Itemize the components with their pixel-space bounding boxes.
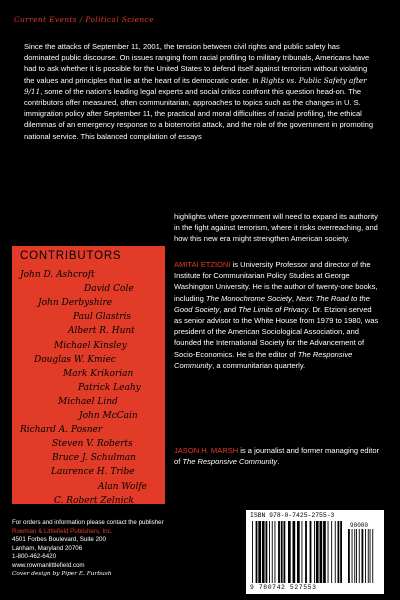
barcode-addon-bar [368, 529, 369, 583]
author-bio-etzioni [174, 259, 380, 371]
book-title: The Monochrome Society [205, 293, 292, 303]
bio-text: . Dr. Etzioni served as senior advisor to the White House from 1979 to 1980, was president of the American Sociological Association, and founded the International Society for the Advancement of Socio-Economics. He is the editor of [174, 304, 379, 359]
contributors-heading: CONTRIBUTORS [20, 250, 122, 262]
barcode-bar [288, 521, 291, 583]
barcode-addon-bar [370, 529, 371, 583]
barcode-bar [293, 521, 296, 583]
price-code: 90000 [350, 522, 369, 529]
barcode-bar [275, 521, 276, 583]
barcode-bar [338, 521, 340, 583]
barcode-bar [252, 521, 253, 583]
bio-text: . [277, 457, 280, 467]
contributor-name: Bruce J. Schulman [52, 453, 136, 464]
barcode-addon-bar [348, 529, 350, 583]
author-name: AMITAI ETZIONI [174, 260, 231, 269]
barcode-bars [250, 521, 380, 583]
contributor-name: Paul Glastris [73, 312, 132, 323]
barcode-bar [314, 521, 315, 583]
barcode-bar [281, 521, 283, 583]
contributor-name: John McCain [79, 411, 138, 421]
barcode-bar [258, 521, 261, 583]
book-title: Rights vs. Public Safety after 9/11 [24, 75, 367, 96]
publisher-address-2: Lanham, Maryland 20706 [12, 544, 83, 552]
barcode-addon-bar [362, 529, 364, 583]
bio-text: , [291, 293, 297, 303]
contributor-name: Albert R. Hunt [68, 326, 135, 337]
bio-text: is a journalist and former managing editor of [174, 446, 380, 467]
author-bio-marsh [174, 445, 380, 467]
barcode-bar [335, 521, 336, 583]
contributor-name: Michael Kinsley [54, 340, 127, 351]
barcode-bar [323, 521, 326, 583]
bio-text: is University Professor and director of the Institute for Communitarian Policy Studies at George Washington University. He is the author of twenty-one books, including [174, 260, 378, 303]
contributor-name: Alan Wolfe [98, 481, 147, 492]
blurb-text-2: , some of the nation's leading legal experts and social critics confront this question head-on. The contributors offer measured, often communitarian, approaches to topics such as the changes in U. S. immigration policy after September 11, the practical and moral difficulties of racial profiling, the ethical dilemmas of an emergency response to a bioterrorist attack, and the role of the government in promoting national service. This balanced compilation of essays [24, 86, 374, 141]
description-blurb [24, 41, 376, 142]
blurb-text-1: Since the attacks of September 11, 2001, the tension between civil rights and public safety has dominated public discourse. On issues ranging from racial profiling to military tribunals, Americans have had to ask whether it is possible for the United States to defend itself against terrorism without violating the values and principles that lie at the heart of its democratic order. In [24, 42, 370, 85]
barcode-bar [256, 521, 258, 583]
contributor-name: Steven V. Roberts [52, 439, 133, 450]
ordering-info [12, 519, 262, 579]
barcode-bar [305, 521, 307, 583]
barcode-addon-bar [365, 529, 366, 583]
contributors-panel [12, 246, 165, 504]
publisher-name: Rowman & Littlefield Publishers, Inc. [12, 527, 113, 535]
barcode-bar [316, 521, 319, 583]
barcode-bar [262, 521, 265, 583]
category-label: Current Events / Political Science [14, 15, 154, 24]
barcode-bar [297, 521, 300, 583]
order-contact-line: For orders and information please contact the publisher [12, 519, 164, 526]
publisher-phone: 1-800-462-6420 [12, 553, 57, 560]
barcode-addon-bar [356, 529, 357, 583]
contributor-name: Richard A. Posner [20, 425, 103, 436]
isbn-barcode [246, 510, 384, 594]
barcode-bar [278, 521, 280, 583]
barcode-bar [302, 521, 303, 583]
contributor-name: Mark Krikorian [63, 368, 134, 379]
barcode-addon-bar [354, 529, 355, 583]
ean-number: 9 780742 527553 [250, 584, 317, 591]
contributor-name: Patrick Leahy [78, 382, 141, 393]
barcode-bar [269, 521, 270, 583]
publisher-website: www.rowmanlittlefield.com [12, 561, 85, 569]
author-name: JASON H. MARSH [174, 446, 239, 455]
bio-text: , a communitarian quarterly. [212, 360, 306, 370]
contributor-name: Michael Lind [58, 396, 118, 407]
contributor-name: C. Robert Zelnick [54, 495, 134, 506]
barcode-bar [266, 521, 268, 583]
contributor-name: John D. Ashcroft [20, 270, 95, 280]
barcode-addon-bar [372, 529, 373, 583]
book-title: Next: The Road to the Good Society [174, 293, 370, 314]
contributor-name: Laurence H. Tribe [51, 467, 135, 478]
contributor-name: John Derbyshire [38, 298, 113, 309]
cover-design-credit: Cover design by Piper E. Furbush [12, 571, 112, 577]
barcode-addon-bar [359, 529, 360, 583]
bio-text: , and [219, 304, 239, 314]
barcode-bar [320, 521, 323, 583]
publisher-address-1: 4501 Forbes Boulevard, Suite 200 [12, 536, 106, 543]
book-title: The Limits of Privacy [238, 304, 309, 314]
barcode-bar [310, 521, 312, 583]
barcode-addon-bar [352, 529, 353, 583]
isbn-label: ISBN 978-0-7425-2755-3 [250, 512, 335, 519]
barcode-bar [331, 521, 332, 583]
book-title: The Responsive Community [174, 349, 353, 370]
description-blurb-continued: highlights where government will need to expand its authority in the fight against terrorism, where it risks overreaching, and how this new era might strengthen American society. [174, 212, 378, 244]
contributor-name: Douglas W. Kmiec [34, 354, 116, 365]
contributor-name: David Cole [84, 284, 134, 295]
barcode-bar [272, 521, 273, 583]
book-title: The Responsive Community [182, 457, 278, 467]
barcode-bar [340, 521, 342, 583]
barcode-bar [328, 521, 329, 583]
barcode-bar [284, 521, 286, 583]
